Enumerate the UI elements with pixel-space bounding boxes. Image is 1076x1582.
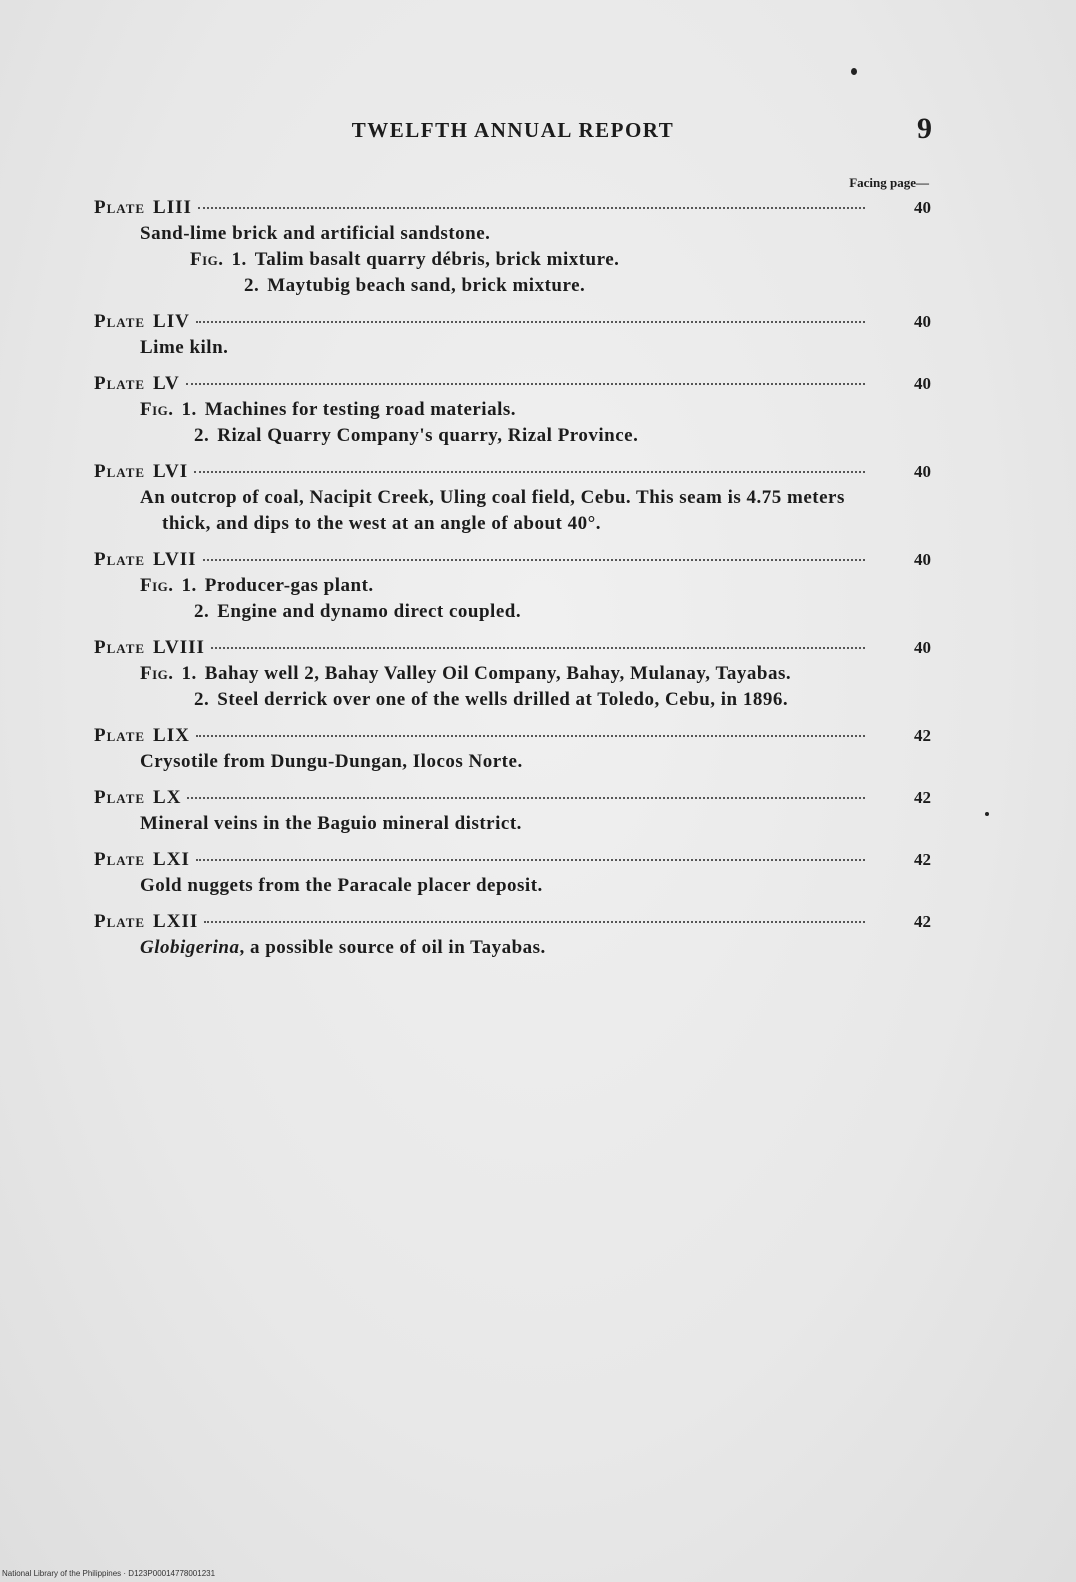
dot-leader — [211, 647, 865, 649]
plate-description-text: Crysotile from Dungu-Dungan, Ilocos Norte. — [140, 751, 523, 772]
figure-text: Machines for testing road materials. — [204, 399, 517, 420]
facing-page-number: 42 — [914, 726, 931, 745]
running-title: TWELFTH ANNUAL REPORT — [351, 118, 675, 142]
facing-page-number: 42 — [914, 788, 931, 807]
figure-number: 1. — [181, 399, 197, 420]
dot-leader — [198, 207, 865, 209]
facing-page-number: 40 — [914, 198, 931, 217]
plate-description — [140, 335, 878, 361]
page-number: 9 — [917, 112, 932, 145]
facing-page-number: 40 — [914, 374, 931, 393]
plate-entry — [94, 311, 931, 361]
facing-page-number: 42 — [914, 850, 931, 869]
plate-heading-line — [94, 311, 931, 335]
plate-number: LIV — [153, 311, 190, 332]
facing-page-number: 40 — [914, 312, 931, 331]
figure-caption — [140, 573, 856, 599]
plate-label: Plate — [94, 911, 146, 932]
plate-entry — [94, 549, 931, 625]
plate-description — [140, 485, 878, 537]
page-header — [94, 112, 932, 150]
figure-number: 2. — [194, 425, 210, 446]
figure-caption — [244, 273, 856, 299]
dot-leader — [196, 859, 865, 861]
plate-list — [94, 197, 931, 973]
plate-description-text: Lime kiln. — [140, 337, 229, 358]
figure-caption — [190, 247, 856, 273]
plate-entry — [94, 787, 931, 837]
figure-text: Steel derrick over one of the wells drilled at Toledo, Cebu, in 1896. — [217, 689, 789, 710]
plate-heading-line — [94, 461, 931, 485]
figure-prefix: Fig. — [140, 575, 174, 596]
figure-number: 1. — [181, 575, 197, 596]
plate-label: Plate — [94, 637, 146, 658]
plate-number: LXII — [153, 911, 199, 932]
figure-text: Rizal Quarry Company's quarry, Rizal Province. — [217, 425, 639, 446]
plate-heading-line — [94, 637, 931, 661]
facing-page-number: 40 — [914, 462, 931, 481]
plate-heading-line — [94, 849, 931, 873]
plate-label: Plate — [94, 197, 146, 218]
figure-prefix: Fig. — [140, 663, 174, 684]
plate-label: Plate — [94, 787, 146, 808]
plate-heading-line — [94, 911, 931, 935]
figure-text: Producer-gas plant. — [204, 575, 374, 596]
ink-speck — [985, 812, 989, 816]
plate-number: LVI — [153, 461, 189, 482]
figure-prefix: Fig. — [140, 399, 174, 420]
plate-entry — [94, 911, 931, 961]
facing-page-number: 40 — [914, 638, 931, 657]
scan-footer: National Library of the Philippines · D123P00014778001231 — [2, 1569, 216, 1578]
plate-description-text: Gold nuggets from the Paracale placer deposit. — [140, 875, 543, 896]
figure-prefix: Fig. — [190, 249, 224, 270]
plate-description — [140, 749, 878, 775]
figure-number: 1. — [181, 663, 197, 684]
plate-number: LVII — [153, 549, 197, 570]
plate-description-text: An outcrop of coal, Nacipit Creek, Uling coal field, Cebu. This seam is 4.75 meters thick, and dips to the west at an angle of about 40°. — [140, 487, 845, 534]
figure-text: Talim basalt quarry débris, brick mixture. — [254, 249, 620, 270]
figure-caption — [194, 687, 856, 713]
plate-number: LVIII — [153, 637, 205, 658]
plate-description-text: Mineral veins in the Baguio mineral district. — [140, 813, 522, 834]
plate-number: LX — [153, 787, 182, 808]
plate-label: Plate — [94, 849, 146, 870]
dot-leader — [196, 735, 865, 737]
plate-number: LIII — [153, 197, 192, 218]
facing-page-label: Facing page— — [849, 175, 929, 190]
plate-heading-line — [94, 197, 931, 221]
figure-number: 2. — [194, 601, 210, 622]
plate-entry — [94, 725, 931, 775]
dot-leader — [204, 921, 865, 923]
plate-number: LV — [153, 373, 180, 394]
dot-leader — [196, 321, 865, 323]
facing-page-number: 40 — [914, 550, 931, 569]
ink-speck — [851, 68, 857, 75]
facing-page-number: 42 — [914, 912, 931, 931]
plate-description-text: Sand-lime brick and artificial sandstone. — [140, 223, 491, 244]
plate-entry — [94, 637, 931, 713]
plate-label: Plate — [94, 725, 146, 746]
figure-caption — [194, 423, 856, 449]
figure-number: 2. — [244, 275, 260, 296]
plate-description — [140, 221, 878, 247]
plate-description-text: , a possible source of oil in Tayabas. — [239, 937, 546, 958]
dot-leader — [186, 383, 865, 385]
plate-description — [140, 811, 878, 837]
figure-caption — [140, 661, 856, 687]
plate-description-italic: Globigerina — [140, 937, 240, 958]
figure-number: 2. — [194, 689, 210, 710]
plate-heading-line — [94, 549, 931, 573]
plate-label: Plate — [94, 461, 146, 482]
plate-description — [140, 935, 878, 961]
plate-label: Plate — [94, 373, 146, 394]
plate-entry — [94, 197, 931, 299]
figure-text: Bahay well 2, Bahay Valley Oil Company, Bahay, Mulanay, Tayabas. — [204, 663, 792, 684]
figure-text: Maytubig beach sand, brick mixture. — [267, 275, 586, 296]
figure-caption — [194, 599, 856, 625]
dot-leader — [203, 559, 866, 561]
figure-text: Engine and dynamo direct coupled. — [217, 601, 522, 622]
figure-number: 1. — [231, 249, 247, 270]
dot-leader — [187, 797, 865, 799]
plate-entry — [94, 461, 931, 537]
plate-heading-line — [94, 373, 931, 397]
dot-leader — [194, 471, 865, 473]
plate-label: Plate — [94, 549, 146, 570]
plate-description — [140, 873, 878, 899]
plate-number: LIX — [153, 725, 190, 746]
plate-entry — [94, 849, 931, 899]
plate-number: LXI — [153, 849, 190, 870]
plate-heading-line — [94, 787, 931, 811]
plate-heading-line — [94, 725, 931, 749]
plate-label: Plate — [94, 311, 146, 332]
figure-caption — [140, 397, 856, 423]
plate-entry — [94, 373, 931, 449]
